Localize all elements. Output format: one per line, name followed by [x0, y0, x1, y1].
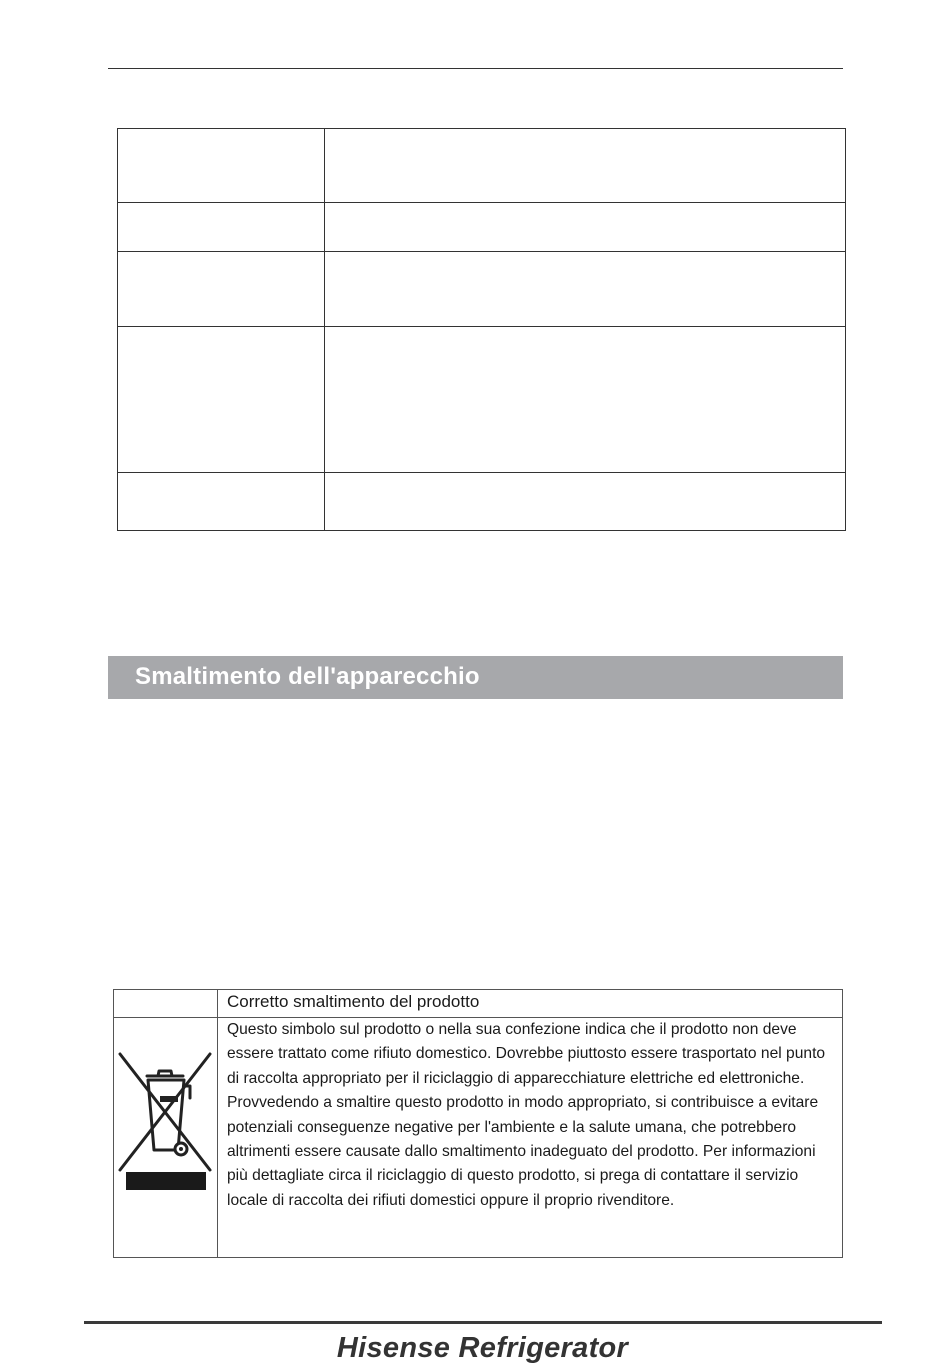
table-row	[118, 203, 845, 252]
table-column-divider	[217, 990, 218, 1257]
section-title: Smaltimento dell'apparecchio	[135, 663, 480, 690]
table-row	[118, 327, 845, 473]
table-row	[118, 252, 845, 327]
table-row	[118, 129, 845, 203]
brand-wordmark: Hisense Refrigerator	[336, 1332, 629, 1364]
disposal-text: Questo simbolo sul prodotto o nella sua confezione indica che il prodotto non deve essere trattato come rifiuto domestico. Dovrebbe piuttosto essere trasportato nel punto di raccolta appropriato per il riciclaggio di apparecchiature elettriche ed elettroniche. Provvedendo a smaltire questo prodotto in modo appropriato, si contribuisce a evitare potenziali conseguenze negative per l'ambiente e la salute umana, che potrebbero altrimenti essere causate dallo smaltimento inadeguato del prodotto. Per informazioni più dettagliate circa il riciclaggio di questo prodotto, si prega di contattare il servizio locale di raccolta dei rifiuti domestici oppure il proprio rivenditore.	[227, 1021, 826, 1209]
disposal-table	[113, 989, 843, 1258]
header-rule	[108, 68, 843, 69]
footer-rule	[84, 1321, 882, 1324]
crossed-out-wheelie-bin-icon	[118, 1026, 212, 1196]
table-column-divider	[324, 129, 325, 530]
disposal-heading: Corretto smaltimento del prodotto	[227, 992, 480, 1011]
section-header	[108, 656, 843, 699]
troubleshooting-table	[117, 128, 846, 531]
table-row	[118, 473, 845, 530]
